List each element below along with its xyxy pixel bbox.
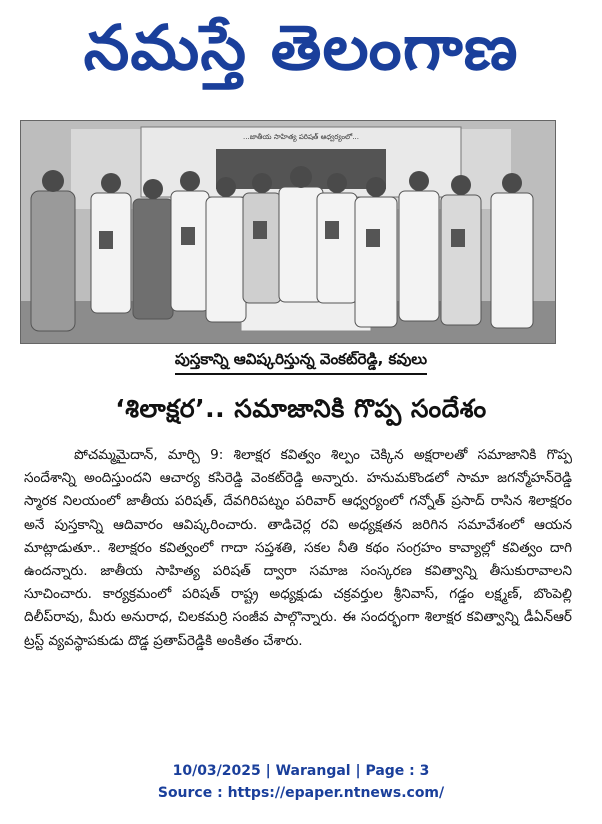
- photo-caption: [0, 347, 602, 377]
- banner-text: ...జాతీయ సాహిత్య పరిషత్ ఆధ్వర్యంలో...: [243, 133, 359, 141]
- group-photo-illustration: [21, 121, 555, 343]
- news-photo: [20, 120, 556, 344]
- article-body: పోచమ్మమైదాన్, మార్చి 9: శిలాక్షర కవిత్వం శిల్పం చెక్కిన అక్షరాలతో సమాజానికి గొప్ప సందేశాన్ని అందిస్తుందని ఆచార్య కసిరెడ్డి వెంకట్‌రెడ్డి అన్నారు. హనుమకొండలో సామా జగన్మోహన్‌రెడ్డి స్మారక నిలయంలో జాతీయ పరిషత్, దేవగిరిపట్నం పరివార్ ఆధ్వర్యంలో గన్నోత్ ప్రసాద్ రాసిన శిలాక్షరం అనే పుస్తకాన్ని ఆదివారం ఆవిష్కరించారు. తాడిచెర్ల రవి అధ్యక్షతన జరిగిన సమావేశంలో ఆయన మాట్లాడుతూ.. శిలాక్షరం కవిత్వంలో గాదా సప్తశతి, సకల నీతి కథం సంగ్రహం కావ్యాల్లో కవిత్వం దాగి ఉందన్నారు. జాతీయ సాహిత్య పరిషత్ ద్వారా సమాజ సంస్కరణ కవిత్వాన్ని తీసుకురావాలని సూచించారు. కార్యక్రమంలో పరిషత్ రాష్ట్ర అధ్యక్షుడు చక్రవర్తుల శ్రీనివాస్, గడ్డం లక్ష్మణ్, బొంపెల్లి దిలీప్‌రావు, మీరు అనురాధ, చిలకమర్రి సంజీవ పాల్గొన్నారు. ఈ సందర్భంగా శిలాక్షర కవిత్వాన్ని డీఏన్ఆర్ ట్రస్ట్ వ్యవస్థాపకుడు దొడ్డ ప్రతాప్‌రెడ్డికి అంకితం చేశారు.: [24, 447, 572, 649]
- newspaper-logo: నమస్తే తెలంగాణ: [83, 11, 519, 84]
- article-headline: ‘శిలాక్షర’.. సమాజానికి గొప్ప సందేశం: [115, 394, 487, 423]
- photo-caption-text: పుస్తకాన్ని ఆవిష్కరిస్తున్న వెంకట్‌రెడ్డి, కవులు: [175, 350, 427, 375]
- masthead: [0, 0, 602, 96]
- page-footer: [0, 760, 602, 804]
- footer-date-edition: 10/03/2025 | Warangal | Page : 3: [172, 763, 430, 779]
- footer-source: Source : https://epaper.ntnews.com/: [157, 785, 445, 801]
